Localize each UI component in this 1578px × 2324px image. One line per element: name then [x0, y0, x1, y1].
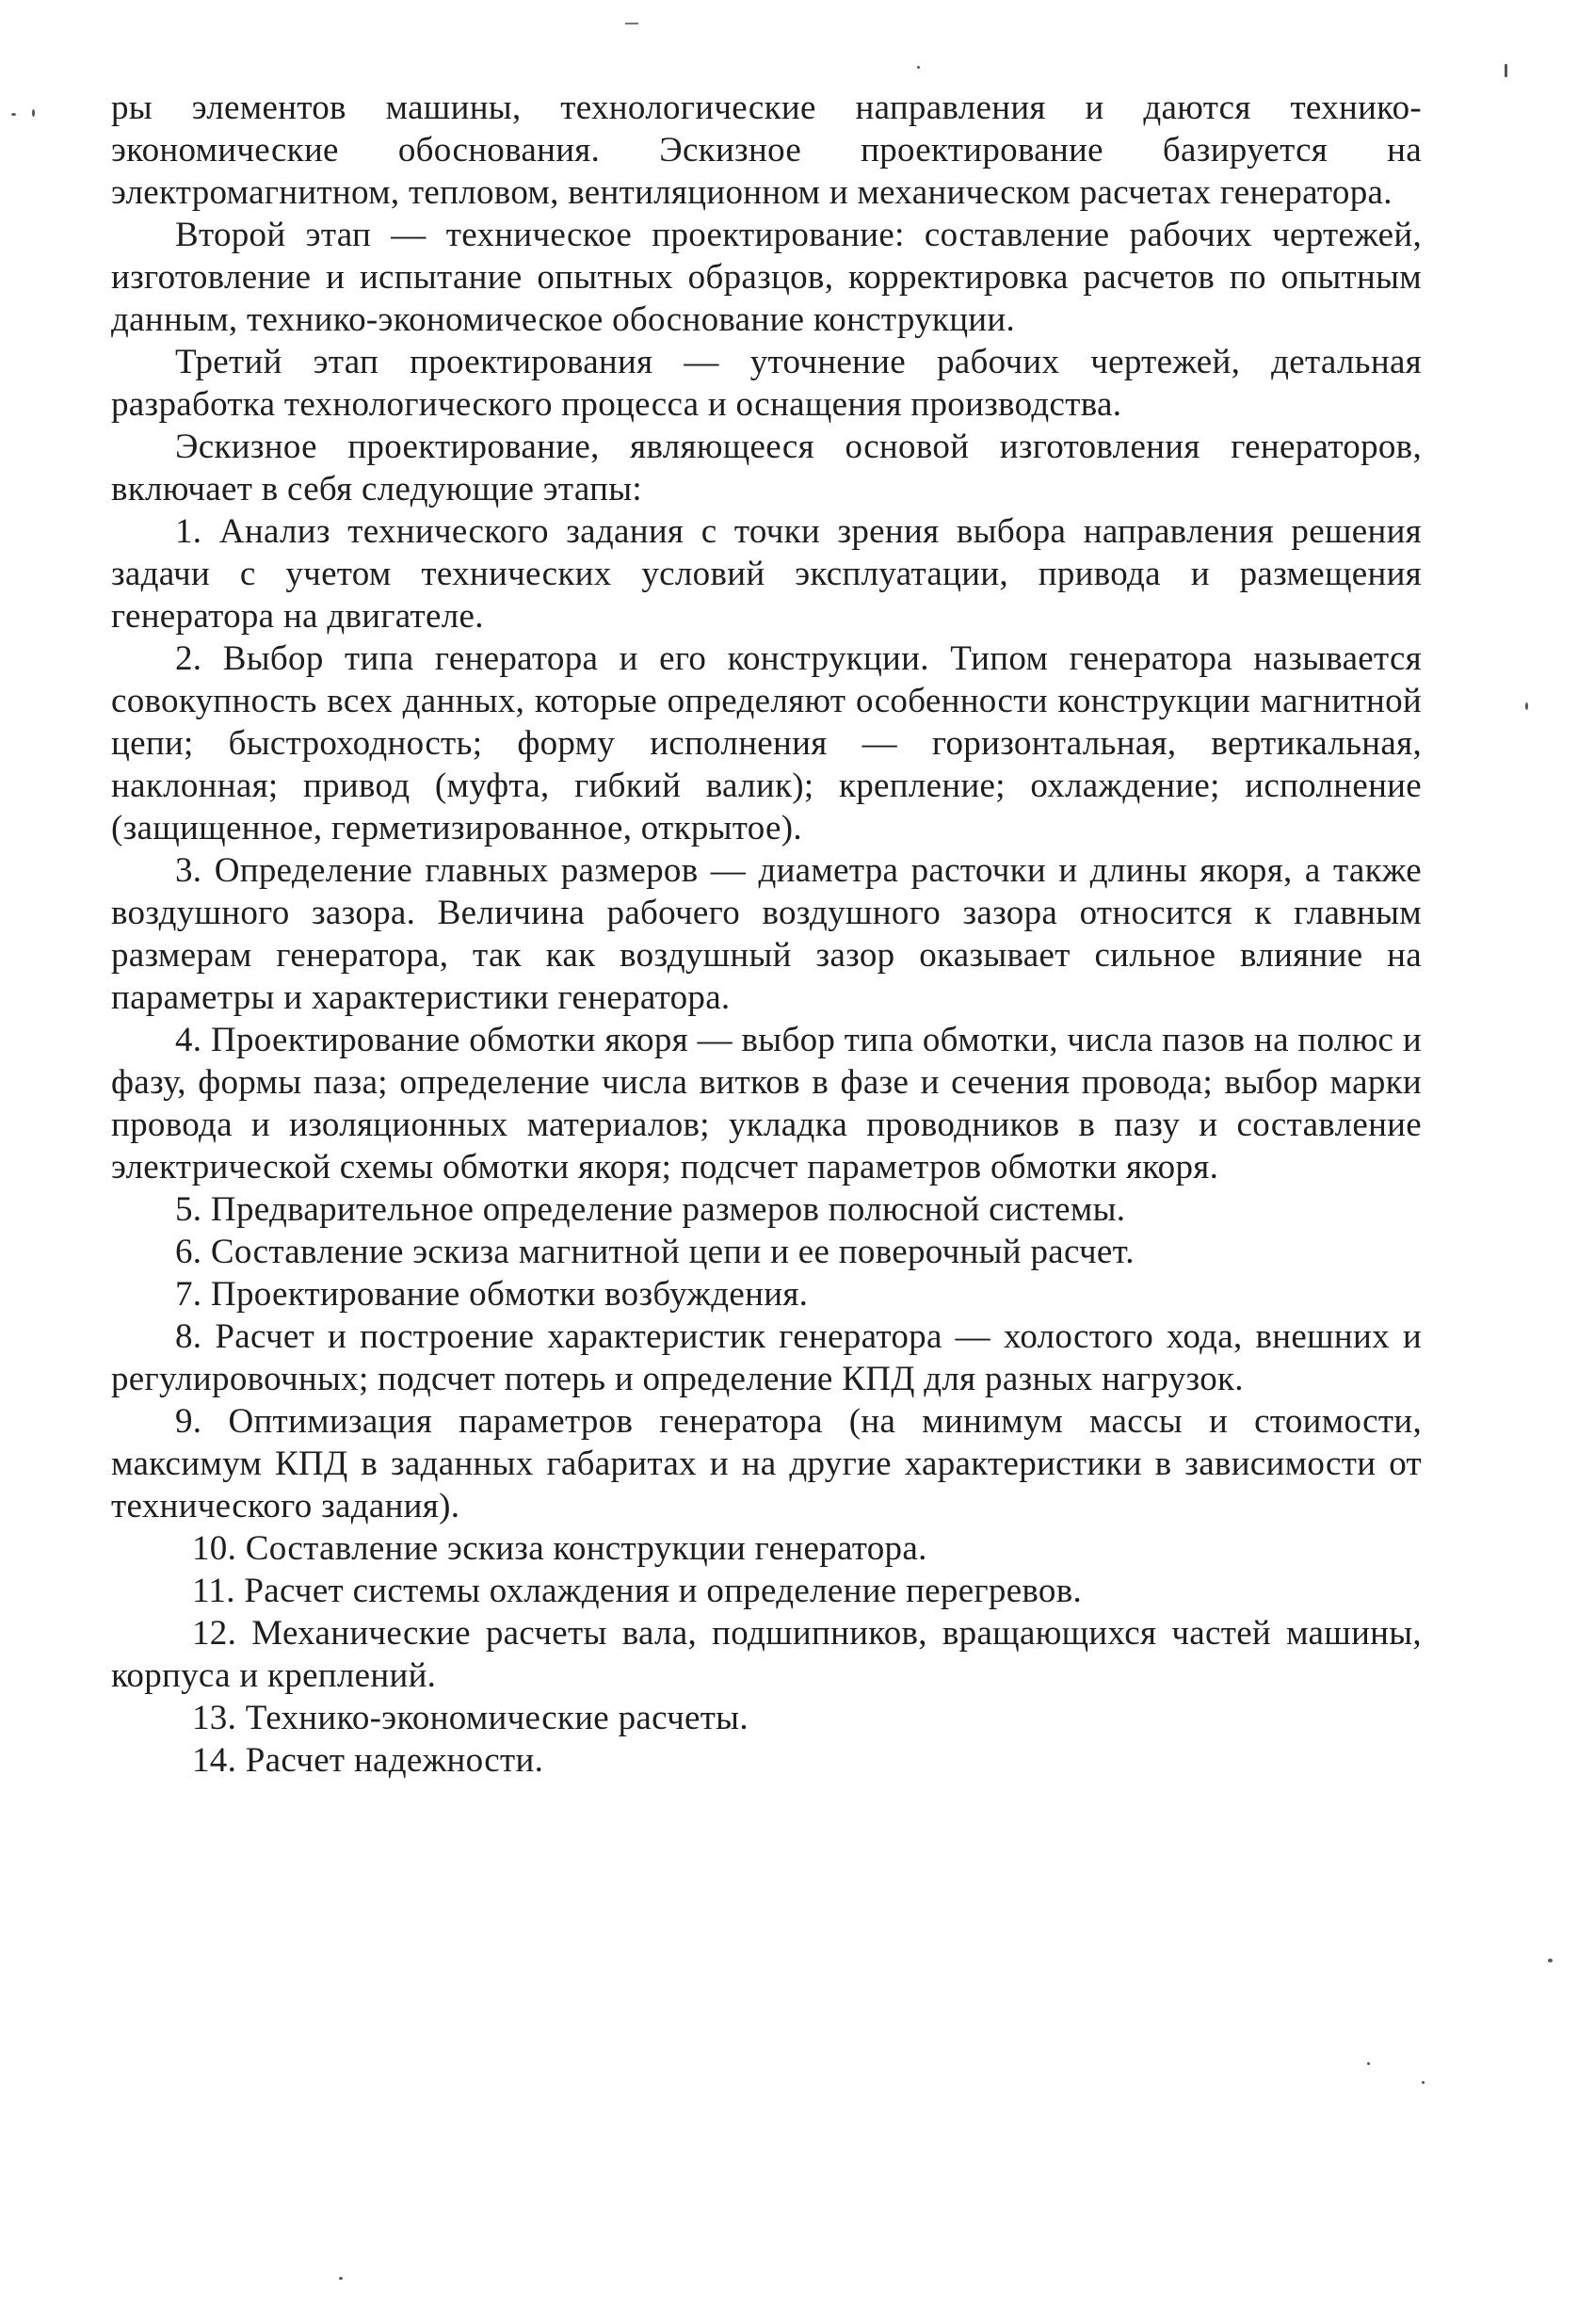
scan-artifact	[1525, 702, 1528, 710]
item-number: 13.	[192, 1699, 237, 1737]
item-number: 8.	[175, 1317, 202, 1356]
item-text: Проектирование обмотки возбуждения.	[210, 1275, 809, 1314]
item-text: Технико-экономические расчеты.	[245, 1699, 749, 1737]
item-text: Расчет системы охлаждения и определение перегревов.	[244, 1572, 1083, 1610]
page-body	[111, 87, 1422, 1782]
scan-artifact	[1367, 2062, 1370, 2065]
item-text: Механические расчеты вала, подшипников, вращающихся частей машины, корпуса и креплений.	[111, 1614, 1422, 1695]
list-item	[111, 637, 1422, 849]
list-item	[111, 1188, 1422, 1231]
item-number: 14.	[192, 1741, 237, 1780]
list-item	[111, 1570, 1422, 1612]
item-number: 4.	[175, 1021, 202, 1059]
item-text: Предварительное определение размеров полюсной системы.	[210, 1190, 1126, 1229]
scan-artifact	[917, 66, 920, 69]
item-number: 2.	[175, 639, 202, 678]
item-text: Определение главных размеров — диаметра расточки и длины якоря, а также воздушного зазора. Величина рабочего воздушного зазора относится к главным размерам генератора, так как воздушный зазор оказывает сильное влияние на параметры и характеристики генератора.	[111, 851, 1422, 1017]
list-item	[111, 1315, 1422, 1400]
list-item	[111, 1400, 1422, 1527]
item-number: 12.	[192, 1614, 237, 1653]
paragraph-stage-2: Второй этап — техническое проектирование: составление рабочих чертежей, изготовление и испытание опытных образцов, корректировка расчетов по опытным данным, технико-экономическое обоснование конструкции.	[111, 216, 1422, 339]
item-text: Проектирование обмотки якоря — выбор типа обмотки, числа пазов на полюс и фазу, формы паза; определение числа витков в фазе и сечения провода; выбор марки провода и изоляционных материалов; укладка проводников в пазу и составление электрической схемы обмотки якоря; подсчет параметров обмотки якоря.	[111, 1021, 1422, 1186]
item-text: Расчет надежности.	[245, 1741, 544, 1780]
item-number: 11.	[192, 1572, 235, 1610]
scan-artifact	[1422, 2081, 1425, 2084]
list-item	[111, 1612, 1422, 1697]
item-text: Расчет и построение характеристик генератора — холостого хода, внешних и регулировочных; подсчет потерь и определение КПД для разных нагрузок.	[111, 1317, 1422, 1398]
list-item	[111, 849, 1422, 1019]
item-number: 3.	[175, 851, 202, 890]
list-item	[111, 1273, 1422, 1315]
list-item	[111, 1527, 1422, 1570]
item-number: 6.	[175, 1233, 202, 1271]
list-item	[111, 1697, 1422, 1739]
list-item	[111, 1739, 1422, 1782]
paragraph-stage-3: Третий этап проектирования — уточнение рабочих чертежей, детальная разработка технологического процесса и оснащения производства.	[111, 343, 1422, 424]
steps-list	[111, 510, 1422, 1782]
item-text: Оптимизация параметров генератора (на минимум массы и стоимости, максимум КПД в заданных габаритах и на другие характеристики в зависимости от технического задания).	[111, 1402, 1422, 1525]
item-number: 7.	[175, 1275, 202, 1314]
list-item	[111, 1019, 1422, 1188]
item-number: 10.	[192, 1529, 237, 1568]
item-text: Составление эскиза конструкции генератора.	[245, 1529, 927, 1568]
list-item	[111, 1231, 1422, 1273]
scan-artifact	[339, 2277, 343, 2280]
scan-artifact	[625, 23, 638, 24]
item-number: 9.	[175, 1402, 202, 1441]
scan-artifact	[1548, 1959, 1553, 1962]
paragraph-sketch-intro: Эскизное проектирование, являющееся основой изготовления генераторов, включает в себя следующие этапы:	[111, 428, 1422, 508]
paragraph-continuation: ры элементов машины, технологические направления и даются технико-экономические обоснования. Эскизное проектирование базируется на электромагнитном, тепловом, вентиляционном и механическом расчетах генератора.	[111, 89, 1422, 212]
list-item	[111, 510, 1422, 637]
item-text: Составление эскиза магнитной цепи и ее поверочный расчет.	[210, 1233, 1135, 1271]
scan-artifact	[32, 109, 35, 117]
item-number: 5.	[175, 1190, 202, 1229]
item-number: 1.	[175, 512, 202, 551]
scan-artifact	[11, 113, 16, 116]
item-text: Выбор типа генератора и его конструкции. Типом генератора называется совокупность всех данных, которые определяют особенности конструкции магнитной цепи; быстроходность; форму исполнения — горизонтальная, вертикальная, наклонная; привод (муфта, гибкий валик); крепление; охлаждение; исполнение (защищенное, герметизированное, открытое).	[111, 639, 1422, 847]
item-text: Анализ технического задания с точки зрения выбора направления решения задачи с учетом технических условий эксплуатации, привода и размещения генератора на двигателе.	[111, 512, 1422, 636]
scan-artifact	[1505, 64, 1507, 77]
